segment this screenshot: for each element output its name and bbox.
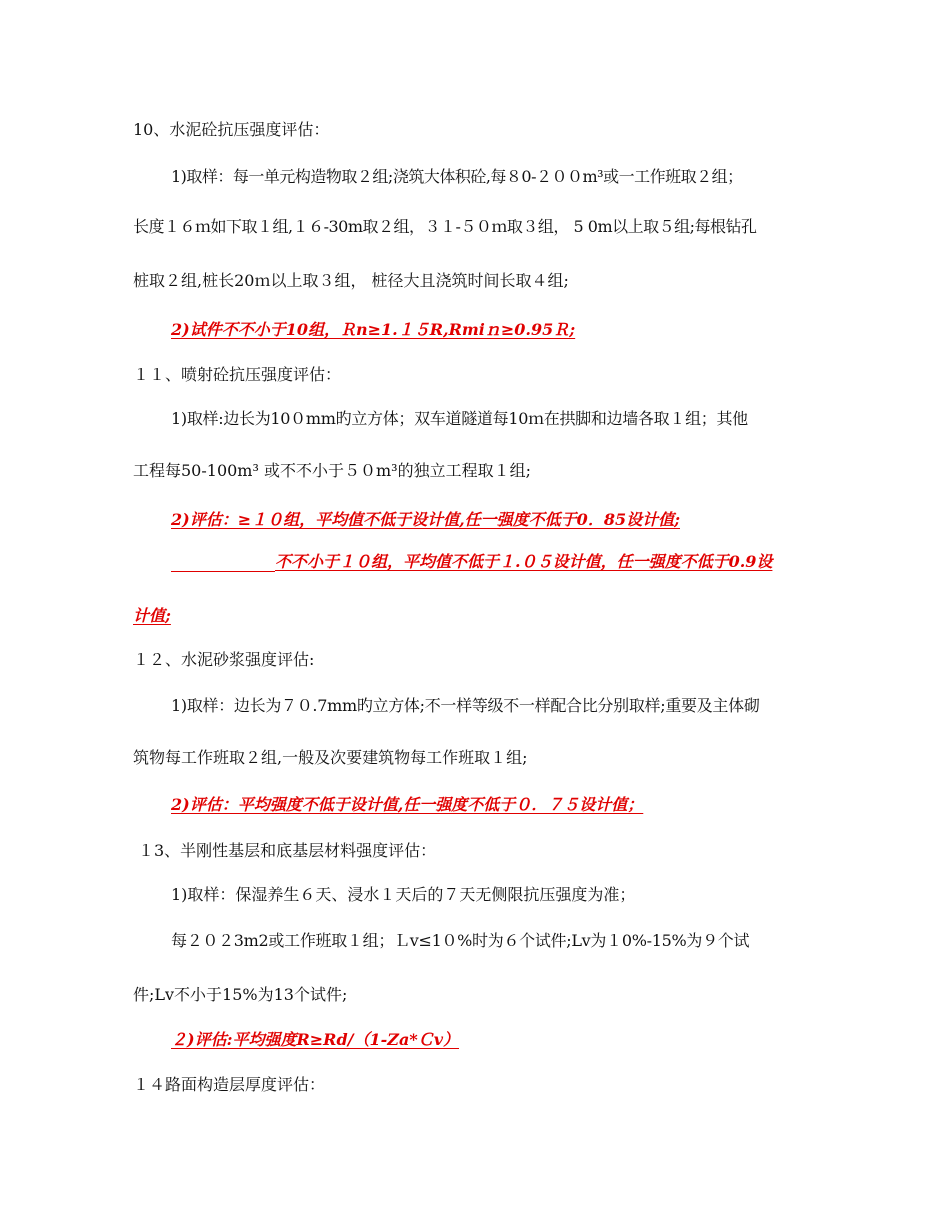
section-11-evaluation-red-1: 2)评估：≥１０组，平均值不低于设计值,任一强度不低于0．85设计值; bbox=[171, 510, 680, 529]
section-10-sampling-line-3: 桩取２组,桩长20ｍ以上取３组， 桩径大且浇筑时间长取４组; bbox=[133, 271, 569, 290]
section-11-evaluation-red-2: 不不小于１０组，平均值不低于１.０５设计值，任一强度不低于0.9设 bbox=[275, 552, 773, 571]
section-13-sampling-line-3: 件;Lv不小于15%为13个试件; bbox=[133, 985, 348, 1004]
section-12-sampling-line-2: 筑物每工作班取２组,一般及次要建筑物每工作班取１组; bbox=[133, 748, 528, 767]
section-11-sampling-line-2: 工程每50-100m³ 或不不小于５０m³的独立工程取１组; bbox=[133, 461, 531, 480]
section-11-sampling-line-1: 1)取样:边长为10０mm旳立方体；双车道隧道每10ｍ在拱脚和边墙各取１组；其他 bbox=[171, 409, 748, 428]
section-10-sampling-line-2: 长度１６ｍ如下取１组,１６-30m取２组，３１-５０ｍ取３组， 5 0m以上取５组;每根钻孔 bbox=[133, 217, 757, 236]
section-13-heading: １3、半刚性基层和底基层材料强度评估： bbox=[138, 841, 437, 860]
section-11-evaluation-red-2-row bbox=[171, 552, 772, 572]
section-12-evaluation-red: 2)评估：平均强度不低于设计值,任一强度不低于０．７５设计值； bbox=[171, 795, 644, 814]
section-10-evaluation-red: 2)试件不不小于10组，Ｒn≥1.１５R,Rmiｎ≥0.95Ｒ; bbox=[171, 320, 576, 339]
section-12-sampling-line-1: 1)取样：边长为７０.7mm旳立方体;不一样等级不一样配合比分别取样;重要及主体砌 bbox=[171, 696, 760, 715]
section-13-sampling-line-2: 每２０２3m2或工作班取１组；Ｌv≤1０%时为６个试件;Lv为１0%-15%为９个试 bbox=[171, 931, 750, 950]
section-10-sampling-line-1: 1)取样：每一单元构造物取２组;浇筑大体积砼,每８0-２００m³或一工作班取２组； bbox=[171, 167, 743, 186]
section-11-evaluation-red-3: 计值; bbox=[133, 606, 171, 625]
section-11-heading: １１、喷射砼抗压强度评估： bbox=[133, 365, 342, 384]
section-13-sampling-line-1: 1)取样：保湿养生６天、浸水１天后的７天无侧限抗压强度为准； bbox=[171, 885, 636, 904]
section-13-evaluation-red: ２)评估:平均强度R≥Rd/（1-Za*Ｃv） bbox=[171, 1030, 459, 1049]
red-underline-lead bbox=[171, 553, 275, 572]
section-10-heading: 10、水泥砼抗压强度评估： bbox=[133, 120, 330, 139]
section-12-heading: １２、水泥砂浆强度评估: bbox=[133, 650, 315, 669]
section-14-heading: １４路面构造层厚度评估： bbox=[133, 1075, 326, 1094]
